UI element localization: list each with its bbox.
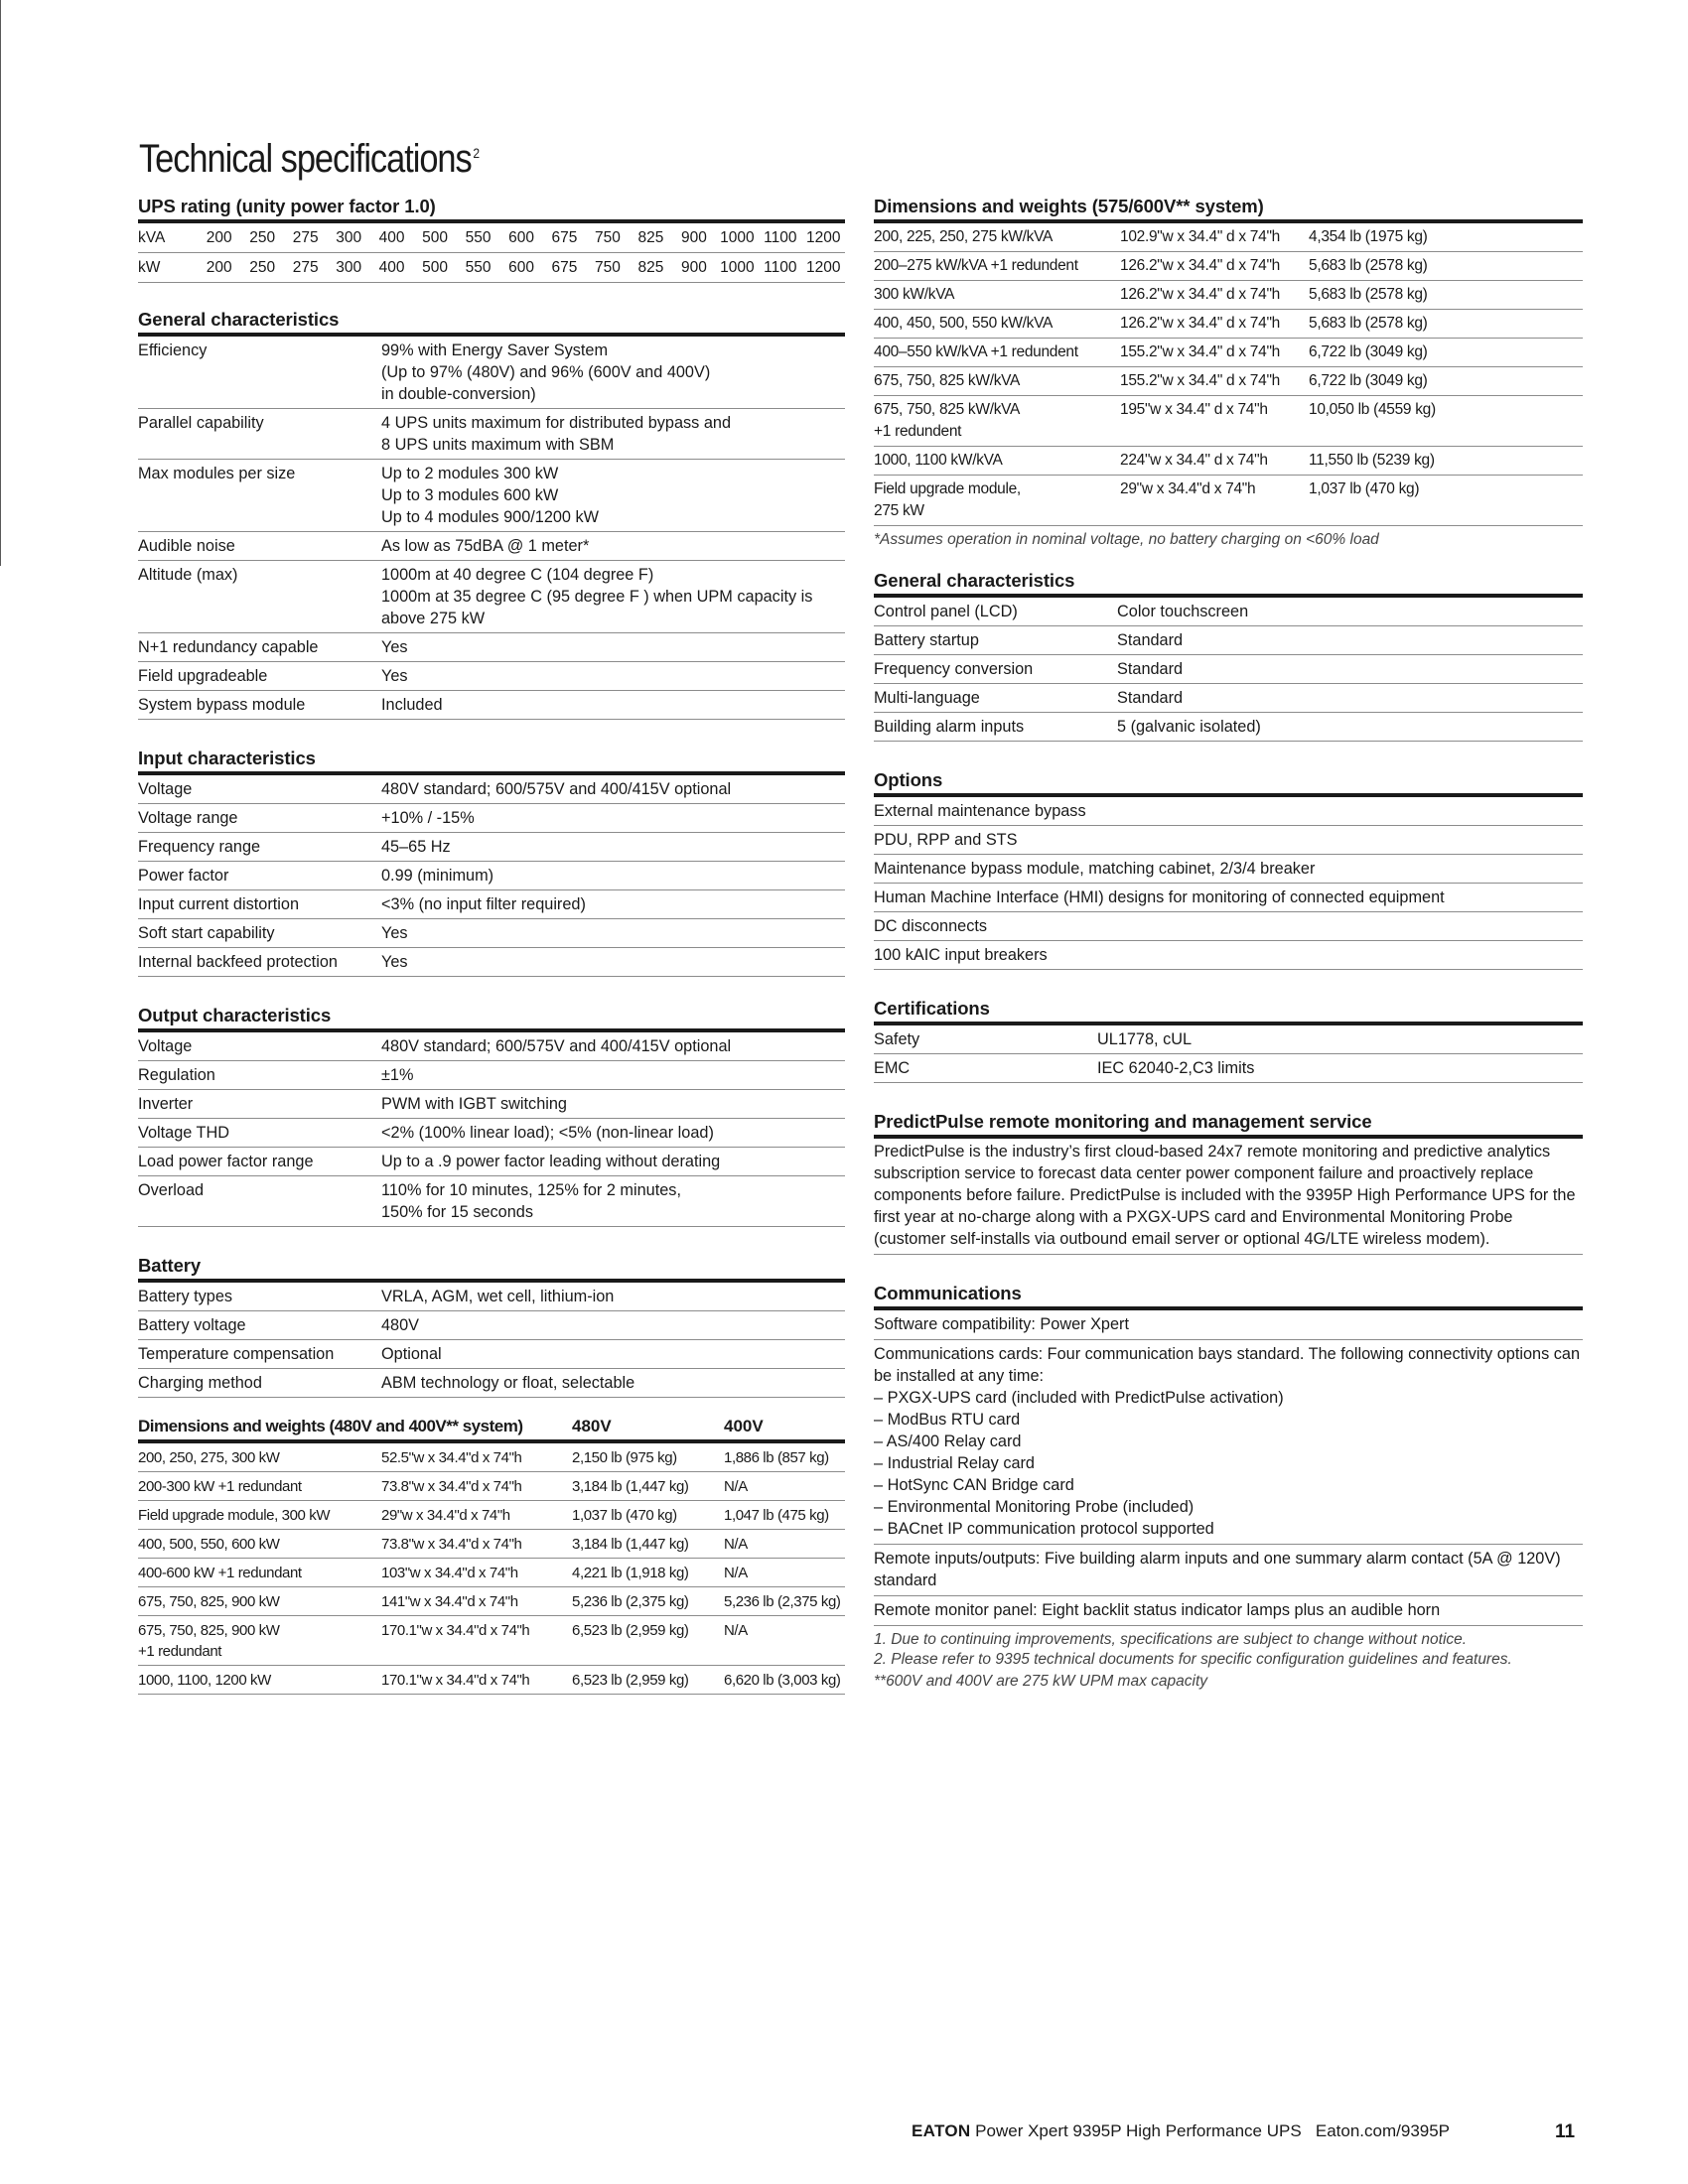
spec-label: Control panel (LCD) [874,603,1018,620]
option-item [874,855,1583,884]
spec-row [138,691,845,720]
spec-row [138,561,845,633]
dimension-model: 1000, 1100 kW/kVA [874,452,1003,469]
dimension-row [874,339,1583,367]
general-characteristics-right-table [874,598,1583,742]
dimension-weight: 5,683 lb (2578 kg) [1309,315,1428,332]
spec-value: +10% / -15% [381,809,475,827]
ups-rating-value: 825 [637,259,664,276]
ups-rating-row [138,223,845,253]
spec-label: Frequency range [138,838,261,856]
ups-rating-value: 1000 [720,229,755,246]
dimension-weight-480v: 2,150 lb (975 kg) [572,1449,677,1466]
dimension-weight-400v: 1,886 lb (857 kg) [724,1449,829,1466]
spec-value: Yes [381,953,408,971]
dimension-weight-480v: 3,184 lb (1,447 kg) [572,1536,689,1553]
ups-rating-value: 1100 [764,229,797,246]
spec-label: Power factor [138,867,229,885]
page-number: 11 [1555,2121,1576,2142]
spec-value: Color touchscreen [1117,603,1249,620]
dimension-model: 200, 250, 275, 300 kW [138,1449,280,1466]
spec-row [138,337,845,409]
ups-rating-section [138,196,845,283]
dimension-size: 155.2"w x 34.4" d x 74"h [1120,343,1280,360]
dimension-weight: 6,722 lb (3049 kg) [1309,343,1428,360]
output-characteristics-table [138,1032,845,1227]
spec-row [138,1340,845,1369]
footnotes [874,1626,1583,1692]
spec-label: Efficiency [138,341,208,359]
spec-value: 4 UPS units maximum for distributed bypass and 8 UPS units maximum with SBM [381,414,732,454]
options-section [874,769,1583,970]
footer-brand: EATON [912,2121,971,2140]
dimension-weight-400v: N/A [724,1565,748,1581]
dimension-model: 200, 225, 250, 275 kW/kVA [874,228,1054,245]
dimension-row [874,367,1583,396]
footnote-2: 2. Please refer to 9395 technical documents for specific configuration guidelines and features. [874,1651,1512,1668]
predictpulse-section [874,1111,1583,1255]
general-characteristics-section [138,309,845,720]
ups-rating-value: 675 [551,259,578,276]
dimension-weight-400v: N/A [724,1536,748,1553]
ups-rating-value: 250 [249,229,276,246]
spec-value: 480V standard; 600/575V and 400/415V optional [381,1037,732,1055]
dimension-row [138,1501,845,1530]
spec-row [138,1148,845,1176]
spec-label: Voltage THD [138,1124,230,1142]
ups-rating-value: 400 [378,229,405,246]
dimension-model: 675, 750, 825, 900 kW +1 redundant [138,1622,280,1660]
communications-cards-list [874,1387,1583,1540]
spec-row [138,919,845,948]
ups-rating-row [138,253,845,283]
spec-label: Safety [874,1030,920,1048]
dimension-size: 170.1"w x 34.4"d x 74"h [381,1622,530,1639]
dimension-weight: 10,050 lb (4559 kg) [1309,401,1436,418]
dimension-model: 200–275 kW/kVA +1 redundent [874,257,1078,274]
dimension-row [874,310,1583,339]
communications-card-item: – Industrial Relay card [874,1454,1035,1472]
page-title [139,137,479,182]
spec-row [138,948,845,977]
dimension-weight: 5,683 lb (2578 kg) [1309,257,1428,274]
dimension-size: 29"w x 34.4"d x 74"h [381,1507,510,1524]
dimension-row [874,223,1583,252]
option-item [874,826,1583,855]
communications-card-item: – Environmental Monitoring Probe (included) [874,1498,1195,1516]
column-header-400v: 400V [724,1417,764,1435]
spec-label: Input current distortion [138,895,299,913]
spec-row [874,713,1583,742]
dimension-weight: 5,683 lb (2578 kg) [1309,286,1428,303]
dimension-size: 29"w x 34.4"d x 74"h [1120,480,1256,497]
dimension-model: 400–550 kW/kVA +1 redundent [874,343,1078,360]
ups-rating-label: kVA [138,229,166,246]
dimension-size: 126.2"w x 34.4" d x 74"h [1120,257,1280,274]
spec-row [138,862,845,890]
spec-value: Yes [381,638,408,656]
spec-row [138,1176,845,1227]
spec-label: Regulation [138,1066,215,1084]
dimension-size: 103"w x 34.4"d x 74"h [381,1565,518,1581]
footnote-1: 1. Due to continuing improvements, specifications are subject to change without notice. [874,1631,1468,1648]
general-characteristics-table [138,337,845,720]
spec-label: Charging method [138,1374,262,1392]
dimensions-600v-table [874,223,1583,526]
remote-inputs-outputs: Remote inputs/outputs: Five building alarm inputs and one summary alarm contact (5A @ 120V) standard [874,1545,1583,1596]
ups-rating-value: 500 [422,229,449,246]
certifications-section [874,998,1583,1083]
communications-title: Communications [874,1283,1583,1310]
option-item [874,884,1583,912]
ups-rating-value: 825 [637,229,664,246]
spec-label: N+1 redundancy capable [138,638,319,656]
page-title-superscript: 2 [473,144,480,161]
ups-rating-table [138,223,845,283]
dimensions-600v-title: Dimensions and weights (575/600V** system) [874,196,1583,223]
dimension-weight: 4,354 lb (1975 kg) [1309,228,1428,245]
spec-row [138,833,845,862]
footer-url[interactable]: Eaton.com/9395P [1315,2121,1451,2140]
spec-value: ±1% [381,1066,414,1084]
page-edge-line [0,0,1,566]
dimension-model: 300 kW/kVA [874,286,955,303]
option-text: DC disconnects [874,917,988,935]
option-item [874,912,1583,941]
dimension-row [138,1472,845,1501]
output-characteristics-section [138,1005,845,1227]
spec-row [874,655,1583,684]
dimension-weight-480v: 6,523 lb (2,959 kg) [572,1672,689,1689]
ups-rating-value: 200 [206,229,232,246]
ups-rating-value: 600 [508,259,534,276]
dimension-size: 224"w x 34.4" d x 74"h [1120,452,1268,469]
predictpulse-text: PredictPulse is the industry’s first cloud-based 24x7 remote monitoring and predictive analytics subscription service to forecast data center power component failure and proactively replace components before failure. PredictPulse is included with the 9395P High Performance UPS for the first year at no-charge along with a PXGX-UPS card and Environmental Monitoring Probe (customer self-installs via outbound email server or optional 4G/LTE wireless modem). [874,1139,1583,1255]
spec-row [874,598,1583,626]
ups-rating-value: 900 [680,229,707,246]
ups-rating-value: 400 [378,259,405,276]
ups-rating-value: 250 [249,259,276,276]
spec-row [138,775,845,804]
dimension-model: 1000, 1100, 1200 kW [138,1672,271,1689]
ups-rating-value: 1200 [806,229,841,246]
dimension-weight-480v: 5,236 lb (2,375 kg) [572,1593,689,1610]
dimension-model: 675, 750, 825 kW/kVA +1 redundent [874,401,1021,440]
spec-label: Multi-language [874,689,980,707]
communications-card-item: – ModBus RTU card [874,1411,1021,1429]
dimension-row [138,1616,845,1666]
ups-rating-value: 750 [595,259,621,276]
spec-value: 99% with Energy Saver System (Up to 97% (480V) and 96% (600V and 400V) in double-conversion) [381,341,711,403]
dimensions-480v-header [138,1416,845,1443]
dimension-row [138,1443,845,1472]
certifications-title: Certifications [874,998,1583,1025]
general-characteristics-right-section [874,570,1583,742]
spec-label: Field upgradeable [138,667,268,685]
general-characteristics-right-title: General characteristics [874,570,1583,598]
ups-rating-value: 600 [508,229,534,246]
spec-value: Yes [381,924,408,942]
dimension-size: 126.2"w x 34.4" d x 74"h [1120,286,1280,303]
spec-value: Standard [1117,689,1184,707]
ups-rating-value: 550 [465,229,492,246]
spec-row [874,626,1583,655]
ups-rating-value: 550 [465,259,492,276]
ups-rating-title: UPS rating (unity power factor 1.0) [138,196,845,223]
dimensions-600v-section [874,196,1583,550]
dimension-weight-480v: 1,037 lb (470 kg) [572,1507,677,1524]
spec-value: 0.99 (minimum) [381,867,494,885]
spec-value: Standard [1117,660,1184,678]
spec-value: VRLA, AGM, wet cell, lithium-ion [381,1288,615,1305]
dimension-weight: 11,550 lb (5239 kg) [1309,452,1435,469]
ups-rating-value: 900 [680,259,707,276]
spec-row [138,1061,845,1090]
dimension-row [874,396,1583,447]
remote-monitor-panel: Remote monitor panel: Eight backlit status indicator lamps plus an audible horn [874,1596,1583,1626]
spec-label: EMC [874,1059,911,1077]
spec-row [138,1119,845,1148]
spec-value: IEC 62040-2,C3 limits [1097,1059,1255,1077]
software-compatibility: Software compatibility: Power Xpert [874,1310,1583,1340]
spec-row [874,1025,1583,1054]
dimension-model: 400, 450, 500, 550 kW/kVA [874,315,1054,332]
input-characteristics-title: Input characteristics [138,748,845,775]
spec-label: Voltage range [138,809,238,827]
dimension-size: 126.2"w x 34.4" d x 74"h [1120,315,1280,332]
spec-label: Voltage [138,780,193,798]
spec-value: <2% (100% linear load); <5% (non-linear load) [381,1124,714,1142]
spec-value: UL1778, cUL [1097,1030,1193,1048]
dimension-row [874,252,1583,281]
option-text: Maintenance bypass module, matching cabinet, 2/3/4 breaker [874,860,1316,878]
battery-section [138,1255,845,1398]
battery-title: Battery [138,1255,845,1283]
dimension-weight-400v: 5,236 lb (2,375 kg) [724,1593,841,1610]
spec-row [138,662,845,691]
spec-value: 480V [381,1316,420,1334]
column-header-480v: 480V [572,1417,612,1435]
left-column [138,196,845,1722]
general-characteristics-title: General characteristics [138,309,845,337]
option-text: PDU, RPP and STS [874,831,1018,849]
spec-row [874,1054,1583,1083]
spec-label: Building alarm inputs [874,718,1025,736]
dimension-row [138,1530,845,1559]
spec-value: 110% for 10 minutes, 125% for 2 minutes, 150% for 15 seconds [381,1181,681,1221]
communications-card-item: – BACnet IP communication protocol supported [874,1520,1214,1538]
spec-label: Altitude (max) [138,566,238,584]
dimension-model: Field upgrade module, 275 kW [874,480,1021,519]
ups-rating-value: 500 [422,259,449,276]
predictpulse-title: PredictPulse remote monitoring and management service [874,1111,1583,1139]
spec-value: Standard [1117,631,1184,649]
spec-label: Overload [138,1181,205,1199]
spec-value: Up to a .9 power factor leading without derating [381,1153,721,1170]
dimension-weight-480v: 4,221 lb (1,918 kg) [572,1565,689,1581]
spec-value: Included [381,696,443,714]
options-list [874,797,1583,970]
spec-value: 45–65 Hz [381,838,451,856]
spec-row [138,532,845,561]
spec-row [138,1311,845,1340]
input-characteristics-section [138,748,845,977]
option-text: 100 kAIC input breakers [874,946,1048,964]
spec-row [138,890,845,919]
option-item [874,941,1583,970]
option-item [874,797,1583,826]
spec-row [138,1369,845,1398]
dimensions-480v-title: Dimensions and weights (480V and 400V** system) [138,1417,523,1435]
dimension-weight-400v: N/A [724,1478,748,1495]
dimension-size: 155.2"w x 34.4" d x 74"h [1120,372,1280,389]
spec-value: Up to 2 modules 300 kW Up to 3 modules 600 kW Up to 4 modules 900/1200 kW [381,465,600,526]
spec-label: Internal backfeed protection [138,953,338,971]
spec-row [138,804,845,833]
dimension-weight-400v: 6,620 lb (3,003 kg) [724,1672,841,1689]
spec-label: Battery voltage [138,1316,246,1334]
spec-label: Audible noise [138,537,235,555]
spec-label: Battery types [138,1288,233,1305]
dimensions-600v-note: *Assumes operation in nominal voltage, no battery charging on <60% load [874,531,1379,548]
spec-row [138,409,845,460]
ups-rating-value: 275 [292,259,319,276]
spec-row [138,1283,845,1311]
dimension-row [138,1666,845,1695]
ups-rating-value: 750 [595,229,621,246]
dimension-size: 102.9"w x 34.4" d x 74"h [1120,228,1280,245]
spec-row [874,684,1583,713]
dimensions-480v-table [138,1443,845,1695]
battery-table [138,1283,845,1398]
dimension-model: 400-600 kW +1 redundant [138,1565,302,1581]
page-title-text: Technical specifications [139,137,472,181]
spec-row [138,1090,845,1119]
communications-section [874,1283,1583,1692]
spec-value: 480V standard; 600/575V and 400/415V optional [381,780,732,798]
ups-rating-value: 675 [551,229,578,246]
spec-value: <3% (no input filter required) [381,895,586,913]
spec-label: Soft start capability [138,924,275,942]
spec-value: Yes [381,667,408,685]
dimension-size: 52.5"w x 34.4"d x 74"h [381,1449,522,1466]
spec-value: As low as 75dBA @ 1 meter* [381,537,590,555]
dimension-model: 200-300 kW +1 redundant [138,1478,302,1495]
dimension-row [874,447,1583,476]
dimension-model: 400, 500, 550, 600 kW [138,1536,280,1553]
spec-label: Temperature compensation [138,1345,335,1363]
spec-label: Voltage [138,1037,193,1055]
spec-value: Optional [381,1345,442,1363]
dimension-weight-480v: 6,523 lb (2,959 kg) [572,1622,689,1639]
dimension-weight: 6,722 lb (3049 kg) [1309,372,1428,389]
dimension-row [874,476,1583,526]
spec-label: System bypass module [138,696,306,714]
ups-rating-value: 300 [336,259,362,276]
right-column [874,196,1583,1692]
dimension-weight-400v: 1,047 lb (475 kg) [724,1507,829,1524]
dimension-model: 675, 750, 825, 900 kW [138,1593,280,1610]
spec-label: Load power factor range [138,1153,314,1170]
options-title: Options [874,769,1583,797]
dimension-model: 675, 750, 825 kW/kVA [874,372,1021,389]
dimension-row [138,1559,845,1587]
option-text: External maintenance bypass [874,802,1086,820]
dimension-weight: 1,037 lb (470 kg) [1309,480,1420,497]
dimension-row [138,1587,845,1616]
spec-label: Battery startup [874,631,979,649]
spec-row [138,633,845,662]
dimension-row [874,281,1583,310]
ups-rating-value: 1100 [764,259,797,276]
spec-label: Parallel capability [138,414,264,432]
dimension-size: 141"w x 34.4"d x 74"h [381,1593,518,1610]
ups-rating-value: 200 [206,259,232,276]
dimension-size: 195"w x 34.4" d x 74"h [1120,401,1268,418]
spec-label: Inverter [138,1095,194,1113]
dimensions-480v-section [138,1416,845,1695]
communications-cards [874,1340,1583,1545]
spec-row [138,460,845,532]
dimension-size: 73.8"w x 34.4"d x 74"h [381,1478,522,1495]
ups-rating-value: 275 [292,229,319,246]
dimension-weight-400v: N/A [724,1622,748,1639]
ups-rating-value: 300 [336,229,362,246]
communications-card-item: – PXGX-UPS card (included with PredictPulse activation) [874,1389,1284,1407]
ups-rating-label: kW [138,259,161,276]
ups-rating-value: 1200 [806,259,841,276]
communications-cards-intro: Communications cards: Four communication bays standard. The following connectivity options can be installed at any time: [874,1345,1580,1385]
input-characteristics-table [138,775,845,977]
spec-value: 1000m at 40 degree C (104 degree F) 1000m at 35 degree C (95 degree F ) when UPM capacity is above 275 kW [381,566,813,627]
spec-row [138,1032,845,1061]
spec-label: Max modules per size [138,465,296,482]
spec-label: Frequency conversion [874,660,1034,678]
option-text: Human Machine Interface (HMI) designs for monitoring of connected equipment [874,888,1445,906]
spec-value: 5 (galvanic isolated) [1117,718,1261,736]
output-characteristics-title: Output characteristics [138,1005,845,1032]
communications-card-item: – HotSync CAN Bridge card [874,1476,1074,1494]
dimension-weight-480v: 3,184 lb (1,447 kg) [572,1478,689,1495]
footnote-3: **600V and 400V are 275 kW UPM max capacity [874,1673,1208,1690]
ups-rating-value: 1000 [720,259,755,276]
certifications-table [874,1025,1583,1083]
communications-card-item: – AS/400 Relay card [874,1433,1022,1450]
page-footer [912,2121,1576,2142]
footer-product: Power Xpert 9395P High Performance UPS [975,2121,1302,2140]
dimension-size: 73.8"w x 34.4"d x 74"h [381,1536,522,1553]
spec-value: PWM with IGBT switching [381,1095,567,1113]
dimension-size: 170.1"w x 34.4"d x 74"h [381,1672,530,1689]
dimension-model: Field upgrade module, 300 kW [138,1507,331,1524]
spec-value: ABM technology or float, selectable [381,1374,635,1392]
